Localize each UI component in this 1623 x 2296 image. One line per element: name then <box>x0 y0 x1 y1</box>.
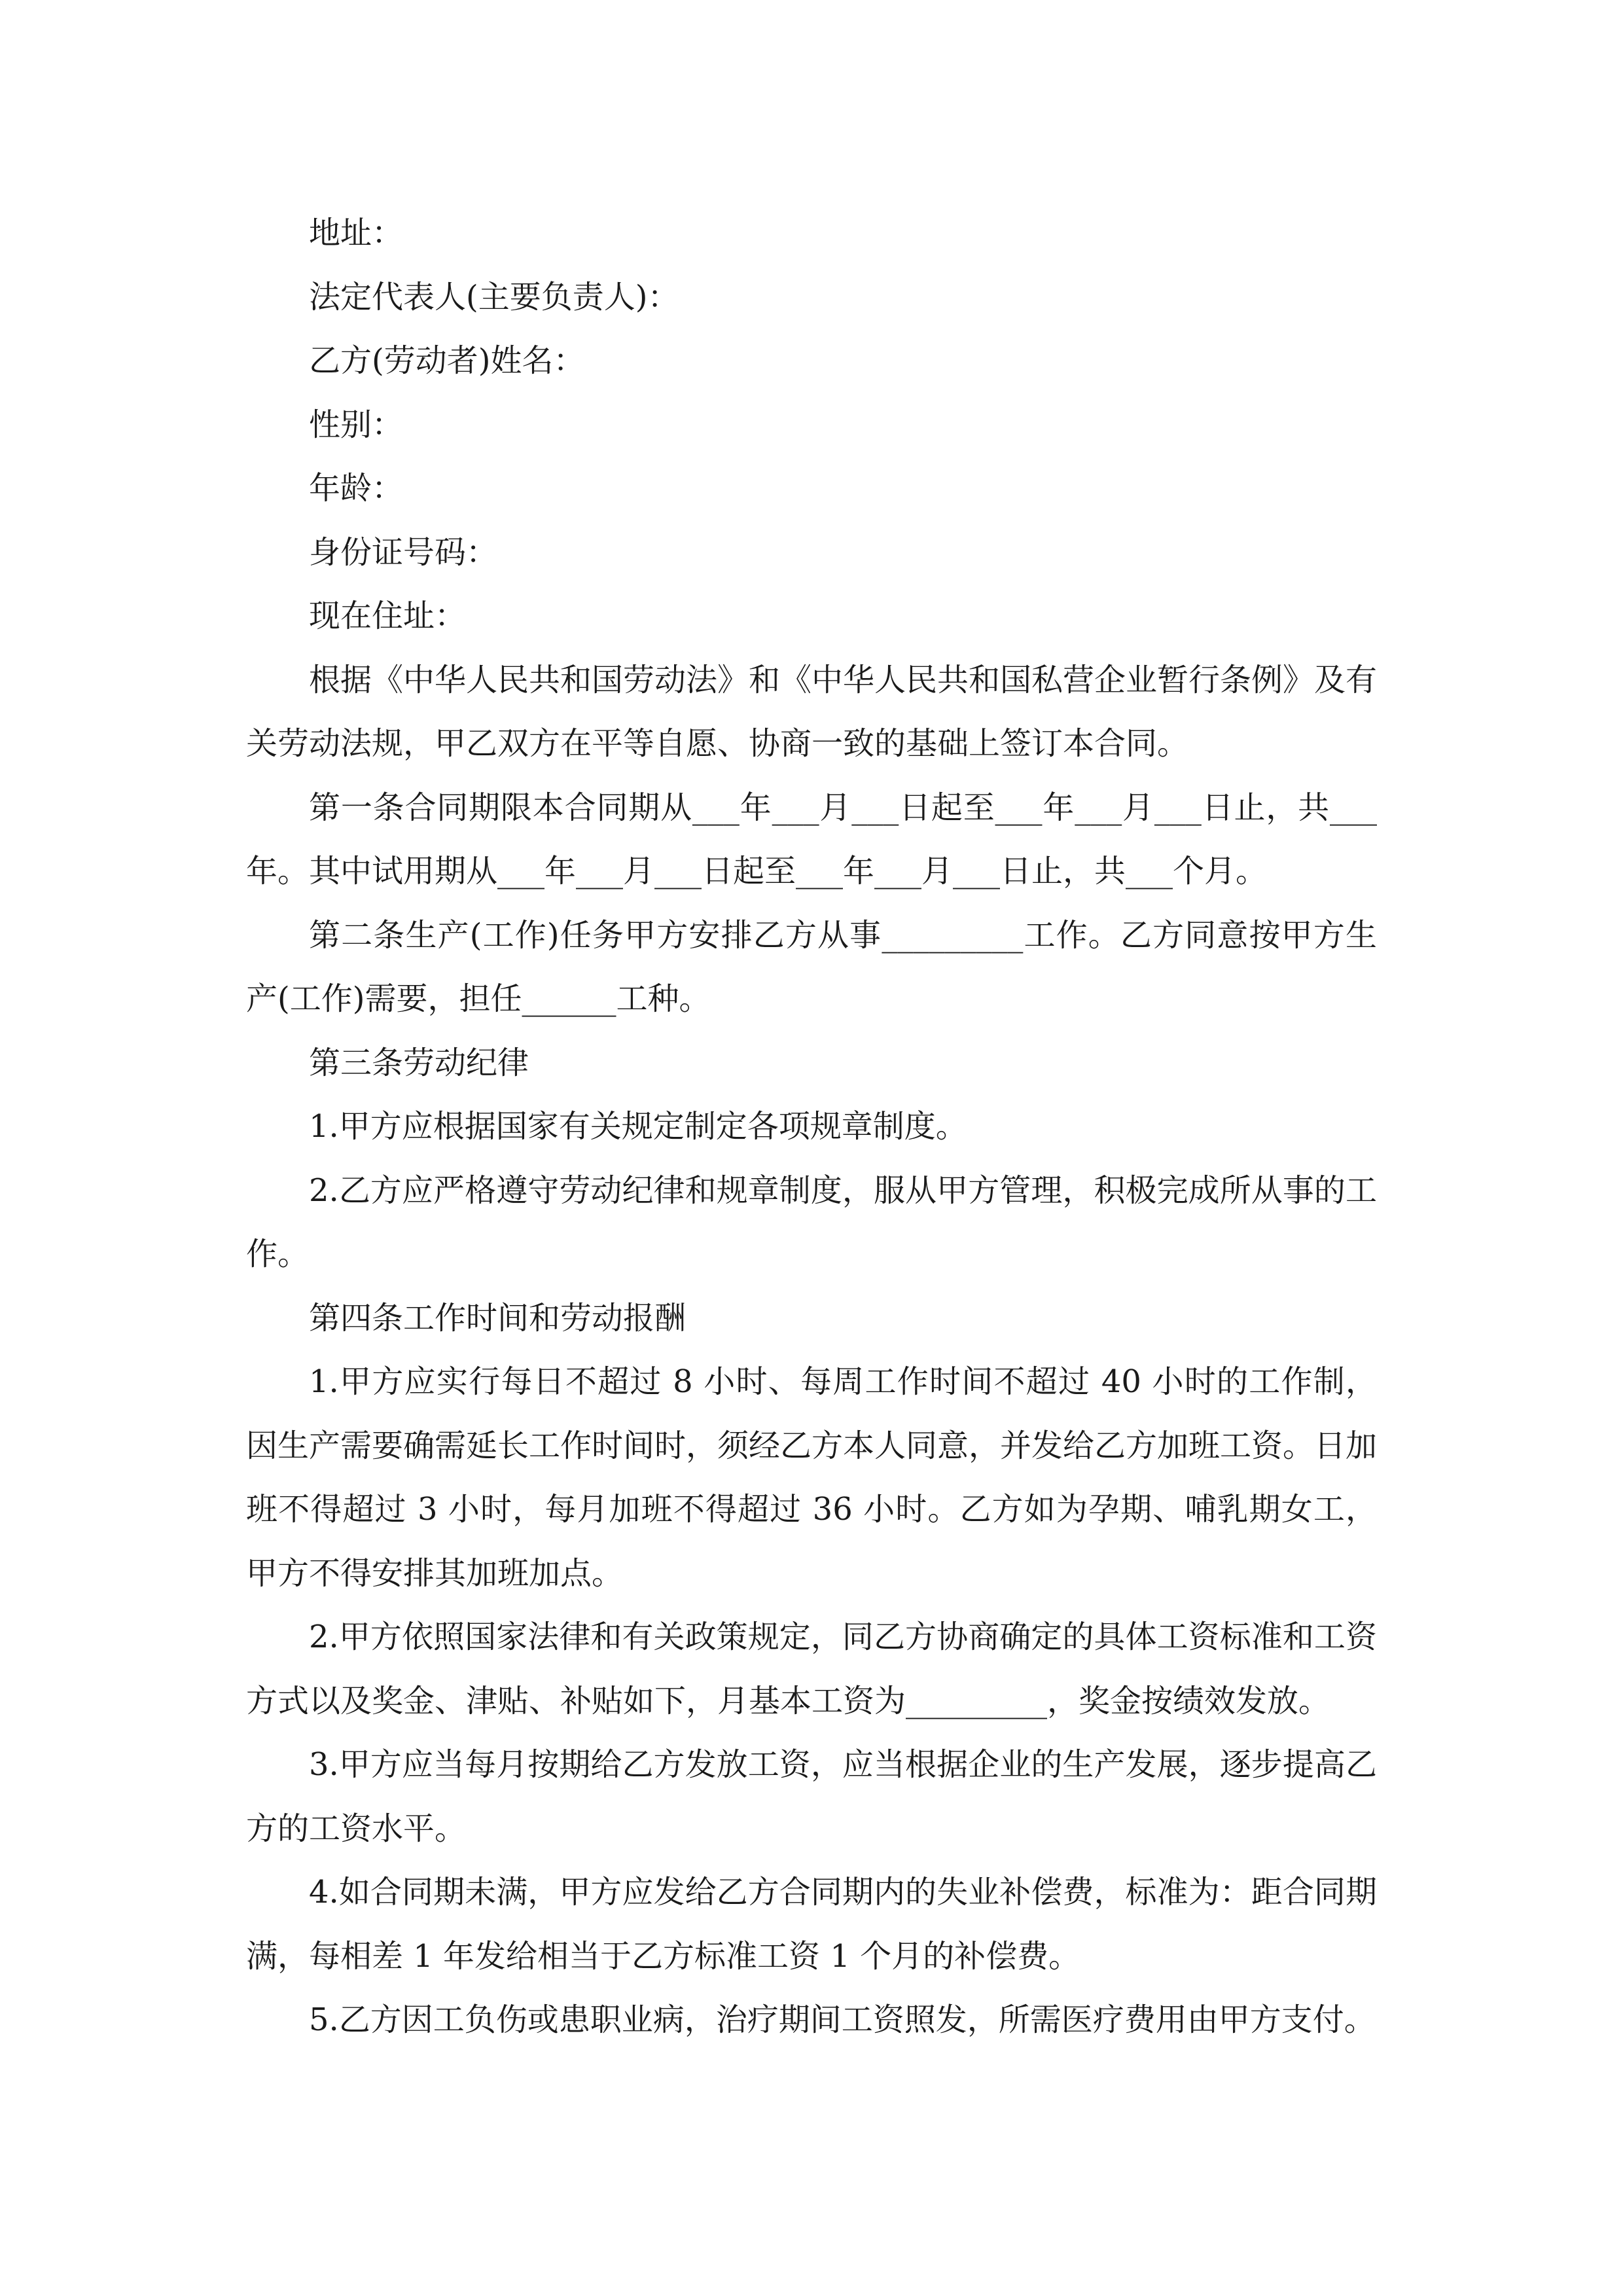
legal-representative-line: 法定代表人(主要负责人)： <box>309 278 679 315</box>
article-3-item-2: 2.乙方应严格遵守劳动纪律和规章制度，服从甲方管理，积极完成所从事的工作。 <box>246 1172 1377 1272</box>
preamble-paragraph: 根据《中华人民共和国劳动法》和《中华人民共和国私营企业暂行条例》及有关劳动法规，甲乙双方在平等自愿、协商一致的基础上签订本合同。 <box>246 661 1378 762</box>
age-line: 年龄： <box>309 470 404 507</box>
document-body <box>246 202 1377 2053</box>
article-1-term: 第一条合同期限本合同期从___年___月___日起至___年___月___日止，共___年。其中试用期从___年___月___日起至___年___月___日止，共___个月。 <box>246 789 1377 889</box>
article-2-task: 第二条生产(工作)任务甲方安排乙方从事_________工作。乙方同意按甲方生产(工作)需要，担任______工种。 <box>246 916 1377 1017</box>
gender-line: 性别： <box>309 406 404 443</box>
article-4-item-2: 2.甲方依照国家法律和有关政策规定，同乙方协商确定的具体工资标准和工资方式以及奖金、津贴、补贴如下，月基本工资为_________，奖金按绩效发放。 <box>246 1619 1377 1719</box>
article-3-heading: 第三条劳动纪律 <box>309 1044 529 1081</box>
article-3-item-1: 1.甲方应根据国家有关规定制定各项规章制度。 <box>309 1108 967 1145</box>
article-4-item-5: 5.乙方因工负伤或患职业病，治疗期间工资照发，所需医疗费用由甲方支付。 <box>309 2001 1376 2038</box>
article-4-heading: 第四条工作时间和劳动报酬 <box>309 1299 687 1336</box>
article-4-item-3: 3.甲方应当每月按期给乙方发放工资，应当根据企业的生产发展，逐步提高乙方的工资水平。 <box>246 1746 1377 1847</box>
worker-name-line: 乙方(劳动者)姓名： <box>309 342 585 379</box>
article-4-item-4: 4.如合同期未满，甲方应发给乙方合同期内的失业补偿费，标准为：距合同期满，每相差 1 年发给相当于乙方标准工资 1 个月的补偿费。 <box>246 1874 1377 1975</box>
article-4-item-1: 1.甲方应实行每日不超过 8 小时、每周工作时间不超过 40 小时的工作制，因生产需要确需延长工作时间时，须经乙方本人同意，并发给乙方加班工资。日加班不得超过 3 小时，每月加班不得超过 36 小时。乙方如为孕期、哺乳期女工，甲方不得安排其加班加点。 <box>246 1363 1378 1592</box>
address-line: 地址： <box>309 215 404 251</box>
id-number-line: 身份证号码： <box>309 533 498 571</box>
current-address-line: 现在住址： <box>309 598 467 634</box>
